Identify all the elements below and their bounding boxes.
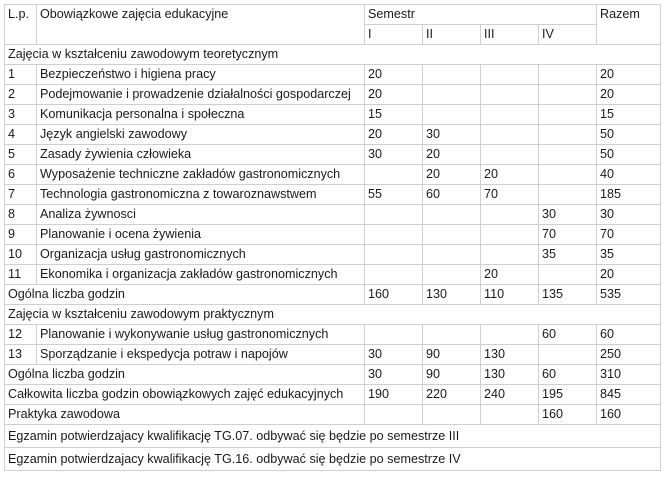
row-lp: 5: [5, 145, 37, 165]
section-row-theory: [5, 45, 661, 65]
table-row: [5, 65, 661, 85]
practice-total-s4: 60: [539, 365, 597, 385]
header-total: Razem: [597, 5, 661, 45]
grand-total-label: Całkowita liczba godzin obowiązkowych zajęć edukacyjnych: [5, 385, 365, 405]
row-sem-1: 20: [365, 65, 423, 85]
grand-total-s3: 240: [481, 385, 539, 405]
row-total: 15: [597, 105, 661, 125]
row-sem-3: [481, 325, 539, 345]
header-row: [5, 5, 661, 25]
exam-note-2: Egzamin potwierdzajacy kwalifikację TG.16. odbywać się będzie po semestrze IV: [5, 448, 661, 471]
row-subject: Język angielski zawodowy: [37, 125, 365, 145]
row-sem-2: [423, 225, 481, 245]
row-sem-2: 30: [423, 125, 481, 145]
row-subject: Planowanie i ocena żywienia: [37, 225, 365, 245]
row-lp: 9: [5, 225, 37, 245]
row-lp: 2: [5, 85, 37, 105]
header-subject: Obowiązkowe zajęcia edukacyjne: [37, 5, 365, 45]
row-lp: 13: [5, 345, 37, 365]
row-sem-4: [539, 85, 597, 105]
row-sem-2: [423, 245, 481, 265]
row-sem-4: 30: [539, 205, 597, 225]
row-sem-1: [365, 165, 423, 185]
exam-row-2: [5, 448, 661, 471]
table-row: [5, 245, 661, 265]
row-lp: 4: [5, 125, 37, 145]
section-title-theory: Zajęcia w kształceniu zawodowym teoretycznym: [5, 45, 661, 65]
row-lp: 3: [5, 105, 37, 125]
exam-row-1: [5, 425, 661, 448]
row-sem-1: 30: [365, 145, 423, 165]
header-sem-2: II: [423, 25, 481, 45]
row-sem-4: [539, 105, 597, 125]
theory-total-s2: 130: [423, 285, 481, 305]
table-row: [5, 105, 661, 125]
row-sem-1: [365, 245, 423, 265]
row-sem-1: 20: [365, 85, 423, 105]
row-subject: Komunikacja personalna i społeczna: [37, 105, 365, 125]
row-subject: Wyposażenie techniczne zakładów gastronomicznych: [37, 165, 365, 185]
theory-total-row: [5, 285, 661, 305]
row-sem-1: 20: [365, 125, 423, 145]
theory-total-sum: 535: [597, 285, 661, 305]
theory-total-label: Ogólna liczba godzin: [5, 285, 365, 305]
row-sem-3: [481, 245, 539, 265]
row-subject: Ekonomika i organizacja zakładów gastronomicznych: [37, 265, 365, 285]
row-total: 20: [597, 265, 661, 285]
row-sem-3: 20: [481, 265, 539, 285]
table-row: [5, 165, 661, 185]
row-lp: 11: [5, 265, 37, 285]
internship-s1: [365, 405, 423, 425]
row-sem-2: [423, 205, 481, 225]
row-sem-1: [365, 325, 423, 345]
row-total: 70: [597, 225, 661, 245]
row-sem-2: [423, 325, 481, 345]
row-subject: Technologia gastronomiczna z towaroznawstwem: [37, 185, 365, 205]
table-row: [5, 125, 661, 145]
row-sem-1: 30: [365, 345, 423, 365]
row-total: 185: [597, 185, 661, 205]
row-sem-3: [481, 85, 539, 105]
row-sem-3: [481, 105, 539, 125]
row-sem-4: [539, 165, 597, 185]
row-lp: 7: [5, 185, 37, 205]
row-sem-4: [539, 345, 597, 365]
row-sem-3: [481, 205, 539, 225]
theory-total-s1: 160: [365, 285, 423, 305]
row-sem-3: 130: [481, 345, 539, 365]
row-lp: 6: [5, 165, 37, 185]
row-subject: Sporządzanie i ekspedycja potraw i napojów: [37, 345, 365, 365]
theory-total-s4: 135: [539, 285, 597, 305]
row-sem-2: 90: [423, 345, 481, 365]
row-sem-3: 20: [481, 165, 539, 185]
practice-total-s2: 90: [423, 365, 481, 385]
practice-total-row: [5, 365, 661, 385]
grand-total-s4: 195: [539, 385, 597, 405]
header-sem-1: I: [365, 25, 423, 45]
row-sem-3: [481, 125, 539, 145]
row-sem-4: 35: [539, 245, 597, 265]
row-total: 20: [597, 85, 661, 105]
row-sem-4: 60: [539, 325, 597, 345]
internship-row: [5, 405, 661, 425]
row-sem-2: 20: [423, 145, 481, 165]
row-sem-2: [423, 85, 481, 105]
theory-rows: [5, 65, 661, 285]
internship-label: Praktyka zawodowa: [5, 405, 365, 425]
row-sem-4: [539, 145, 597, 165]
row-subject: Podejmowanie i prowadzenie działalności gospodarczej: [37, 85, 365, 105]
header-sem-3: III: [481, 25, 539, 45]
table-row: [5, 145, 661, 165]
row-sem-4: [539, 185, 597, 205]
row-sem-3: 70: [481, 185, 539, 205]
row-sem-2: [423, 105, 481, 125]
row-sem-1: [365, 265, 423, 285]
row-lp: 8: [5, 205, 37, 225]
row-sem-2: [423, 65, 481, 85]
table-row: [5, 205, 661, 225]
row-sem-3: [481, 145, 539, 165]
header-lp: L.p.: [5, 5, 37, 45]
row-lp: 12: [5, 325, 37, 345]
section-title-practice: Zajęcia w kształceniu zawodowym praktycznym: [5, 305, 661, 325]
grand-total-s1: 190: [365, 385, 423, 405]
table-row: [5, 185, 661, 205]
exam-note-1: Egzamin potwierdzajacy kwalifikację TG.07. odbywać się będzie po semestrze III: [5, 425, 661, 448]
row-sem-1: 55: [365, 185, 423, 205]
row-sem-4: 70: [539, 225, 597, 245]
header-sem-4: IV: [539, 25, 597, 45]
row-lp: 10: [5, 245, 37, 265]
row-sem-2: 60: [423, 185, 481, 205]
row-total: 50: [597, 145, 661, 165]
row-subject: Organizacja usług gastronomicznych: [37, 245, 365, 265]
grand-total-sum: 845: [597, 385, 661, 405]
practice-total-s1: 30: [365, 365, 423, 385]
row-sem-4: [539, 65, 597, 85]
table-row: [5, 225, 661, 245]
row-lp: 1: [5, 65, 37, 85]
row-total: 50: [597, 125, 661, 145]
practice-total-label: Ogólna liczba godzin: [5, 365, 365, 385]
curriculum-table: [4, 4, 661, 471]
practice-total-sum: 310: [597, 365, 661, 385]
row-subject: Bezpieczeństwo i higiena pracy: [37, 65, 365, 85]
internship-s3: [481, 405, 539, 425]
internship-s4: 160: [539, 405, 597, 425]
practice-total-s3: 130: [481, 365, 539, 385]
row-total: 20: [597, 65, 661, 85]
row-total: 60: [597, 325, 661, 345]
internship-s2: [423, 405, 481, 425]
row-sem-2: [423, 265, 481, 285]
row-total: 35: [597, 245, 661, 265]
grand-total-row: [5, 385, 661, 405]
row-sem-3: [481, 225, 539, 245]
table-row: [5, 345, 661, 365]
internship-sum: 160: [597, 405, 661, 425]
table-row: [5, 85, 661, 105]
row-sem-1: [365, 225, 423, 245]
header-semester: Semestr: [365, 5, 597, 25]
practice-rows: [5, 325, 661, 365]
section-row-practice: [5, 305, 661, 325]
row-total: 30: [597, 205, 661, 225]
row-sem-4: [539, 265, 597, 285]
row-sem-3: [481, 65, 539, 85]
row-subject: Planowanie i wykonywanie usług gastronomicznych: [37, 325, 365, 345]
table-row: [5, 325, 661, 345]
row-subject: Zasady żywienia człowieka: [37, 145, 365, 165]
row-total: 250: [597, 345, 661, 365]
row-total: 40: [597, 165, 661, 185]
table-row: [5, 265, 661, 285]
row-subject: Analiza żywnosci: [37, 205, 365, 225]
row-sem-1: [365, 205, 423, 225]
theory-total-s3: 110: [481, 285, 539, 305]
row-sem-4: [539, 125, 597, 145]
grand-total-s2: 220: [423, 385, 481, 405]
row-sem-2: 20: [423, 165, 481, 185]
row-sem-1: 15: [365, 105, 423, 125]
